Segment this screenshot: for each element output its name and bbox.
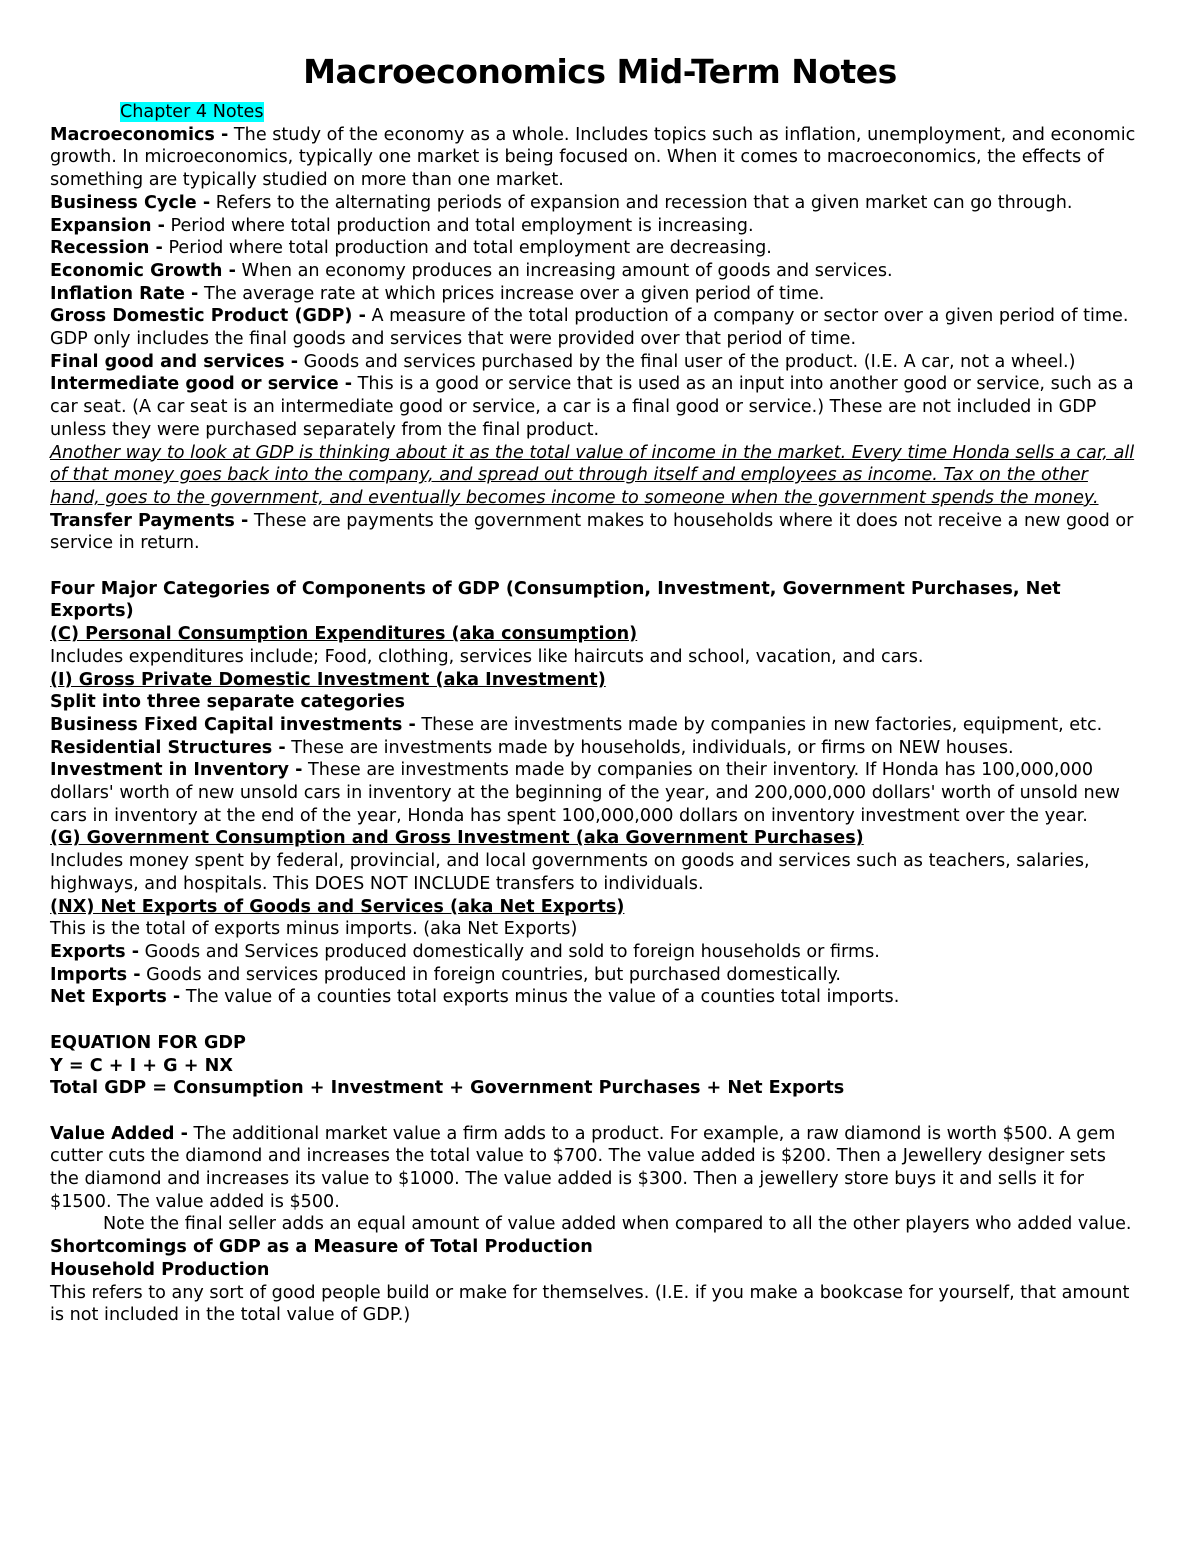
term: Gross Domestic Product (GDP) - xyxy=(50,306,366,327)
def-imports xyxy=(50,964,1140,987)
term: Intermediate good or service - xyxy=(50,374,353,395)
def-macroeconomics xyxy=(50,124,1140,192)
definition: The study of the economy as a whole. Includes topics such as inflation, unemployment, and economic growth. In microeconomics, typically one market is being focused on. When it comes to macroeconomics, the effects of something are typically studied on more than one market. xyxy=(50,124,1136,191)
equation-formula: Y = C + I + G + NX xyxy=(50,1055,233,1076)
definition: These are investments made by companies on their inventory. If Honda has 100,000,000 dollars' worth of new unsold cars in inventory at the beginning of the year, and 200,000,000 dollars' worth of unsold new cars in inventory at the end of the year, Honda has spent 100,000,000 dollars on inventory investment over the year. xyxy=(50,760,1120,826)
def-exports xyxy=(50,941,1140,964)
term: Business Cycle - xyxy=(50,192,211,213)
definition: Goods and services purchased by the final user of the product. (I.E. A car, not a wheel.) xyxy=(298,351,1076,372)
household-production-text: This refers to any sort of good people build or make for themselves. (I.E. if you make a bookcase for yourself, that amount is not included in the total value of GDP.) xyxy=(50,1282,1130,1326)
term: Value Added - xyxy=(50,1123,188,1144)
chapter-label-line xyxy=(50,101,1140,124)
def-residential-structures xyxy=(50,737,1140,760)
definition: When an economy produces an increasing amount of goods and services. xyxy=(235,260,893,281)
def-expansion xyxy=(50,215,1140,238)
definition: The value of a counties total exports minus the value of a counties total imports. xyxy=(180,987,900,1008)
definition: This is a good or service that is used as an input into another good or service, such as a car seat. (A car seat is an intermediate good or service, a car is a final good or service.) These are not included in GDP unless they were purchased separately from the final product. xyxy=(50,374,1134,440)
gdp-note: GDP only includes the final goods and services that were provided over that period of time. xyxy=(50,329,857,350)
definition: Period where total production and total employment is increasing. xyxy=(164,215,754,236)
def-business-cycle xyxy=(50,192,1140,215)
gdp-income-note: Another way to look at GDP is thinking about it as the total value of income in the market. Every time Honda sells a car, all of that money goes back into the company, and spread out through itself and employees as income. Tax on the other hand, goes to the government, and eventually becomes income to someone when the government spends the money. xyxy=(50,442,1135,508)
components-heading: Four Major Categories of Components of GDP (Consumption, Investment, Government Purchases, Net Exports) xyxy=(50,578,1061,622)
equation-words: Total GDP = Consumption + Investment + Government Purchases + Net Exports xyxy=(50,1078,845,1099)
term: Net Exports - xyxy=(50,987,181,1008)
def-net-exports xyxy=(50,986,1140,1009)
equation-heading: EQUATION FOR GDP xyxy=(50,1032,246,1053)
consumption-text: Includes expenditures include; Food, clothing, services like haircuts and school, vacation, and cars. xyxy=(50,646,924,667)
government-text: Includes money spent by federal, provincial, and local governments on goods and services such as teachers, salaries, highways, and hospitals. This DOES NOT INCLUDE transfers to individuals. xyxy=(50,851,1090,894)
net-exports-heading: (NX) Net Exports of Goods and Services (aka Net Exports) xyxy=(50,896,625,917)
definition: Goods and Services produced domestically and sold to foreign households or firms. xyxy=(139,942,880,962)
investment-split: Split into three separate categories xyxy=(50,692,405,713)
term: Inflation Rate - xyxy=(50,283,199,304)
def-transfer-payments xyxy=(50,510,1140,555)
household-production-heading: Household Production xyxy=(50,1259,270,1280)
term: Business Fixed Capital investments - xyxy=(50,714,416,735)
term: Transfer Payments - xyxy=(50,510,249,531)
definition: These are investments made by households, individuals, or firms on NEW houses. xyxy=(285,737,1014,758)
definition: These are payments the government makes to households where it does not receive a new good or service in return. xyxy=(50,510,1134,554)
definition: These are investments made by companies in new factories, equipment, etc. xyxy=(415,714,1103,735)
def-intermediate-goods xyxy=(50,373,1140,441)
term: Final good and services - xyxy=(50,351,299,372)
government-heading: (G) Government Consumption and Gross Investment (aka Government Purchases) xyxy=(50,828,864,849)
definition: The average rate at which prices increase over a given period of time. xyxy=(198,283,825,304)
definition: The additional market value a firm adds to a product. For example, a raw diamond is worth $500. A gem cutter cuts the diamond and increases the total value to $700. The value added is $200. Then a Jewellery designer sets the diamond and increases its value to $1000. The value added is $300. Then a jewellery store buys it and sells it for $1500. The value added is $500. xyxy=(50,1123,1116,1212)
spacer xyxy=(50,1100,1140,1123)
def-economic-growth xyxy=(50,260,1140,283)
investment-heading: (I) Gross Private Domestic Investment (aka Investment) xyxy=(50,669,606,690)
definition: Goods and services produced in foreign countries, but purchased domestically. xyxy=(140,964,841,985)
def-gdp xyxy=(50,305,1140,328)
term: Investment in Inventory - xyxy=(50,760,303,781)
term: Economic Growth - xyxy=(50,260,236,281)
spacer xyxy=(50,555,1140,578)
def-inflation-rate xyxy=(50,283,1140,306)
def-value-added xyxy=(50,1123,1140,1214)
def-inventory-investment xyxy=(50,759,1140,827)
chapter-label: Chapter 4 Notes xyxy=(120,102,264,122)
term: Exports - xyxy=(50,942,140,962)
term: Imports - xyxy=(50,964,141,985)
shortcomings-heading: Shortcomings of GDP as a Measure of Total Production xyxy=(50,1237,593,1258)
consumption-heading: (C) Personal Consumption Expenditures (aka consumption) xyxy=(50,624,638,645)
spacer xyxy=(50,1009,1140,1032)
document-body xyxy=(50,101,1140,1327)
net-exports-text: This is the total of exports minus imports. (aka Net Exports) xyxy=(50,919,578,940)
definition: A measure of the total production of a company or sector over a given period of time. xyxy=(365,306,1129,327)
term: Macroeconomics - xyxy=(50,124,229,145)
document-title: Macroeconomics Mid-Term Notes xyxy=(303,52,897,91)
value-added-note: Note the final seller adds an equal amount of value added when compared to all the other players who added value. xyxy=(103,1214,1132,1235)
definition: Refers to the alternating periods of expansion and recession that a given market can go through. xyxy=(210,192,1073,213)
definition: Period where total production and total employment are decreasing. xyxy=(162,238,772,259)
def-final-goods xyxy=(50,351,1140,374)
term: Expansion - xyxy=(50,215,165,236)
term: Residential Structures - xyxy=(50,737,286,758)
term: Recession - xyxy=(50,238,163,259)
def-business-fixed-capital xyxy=(50,714,1140,737)
def-recession xyxy=(50,237,1140,260)
